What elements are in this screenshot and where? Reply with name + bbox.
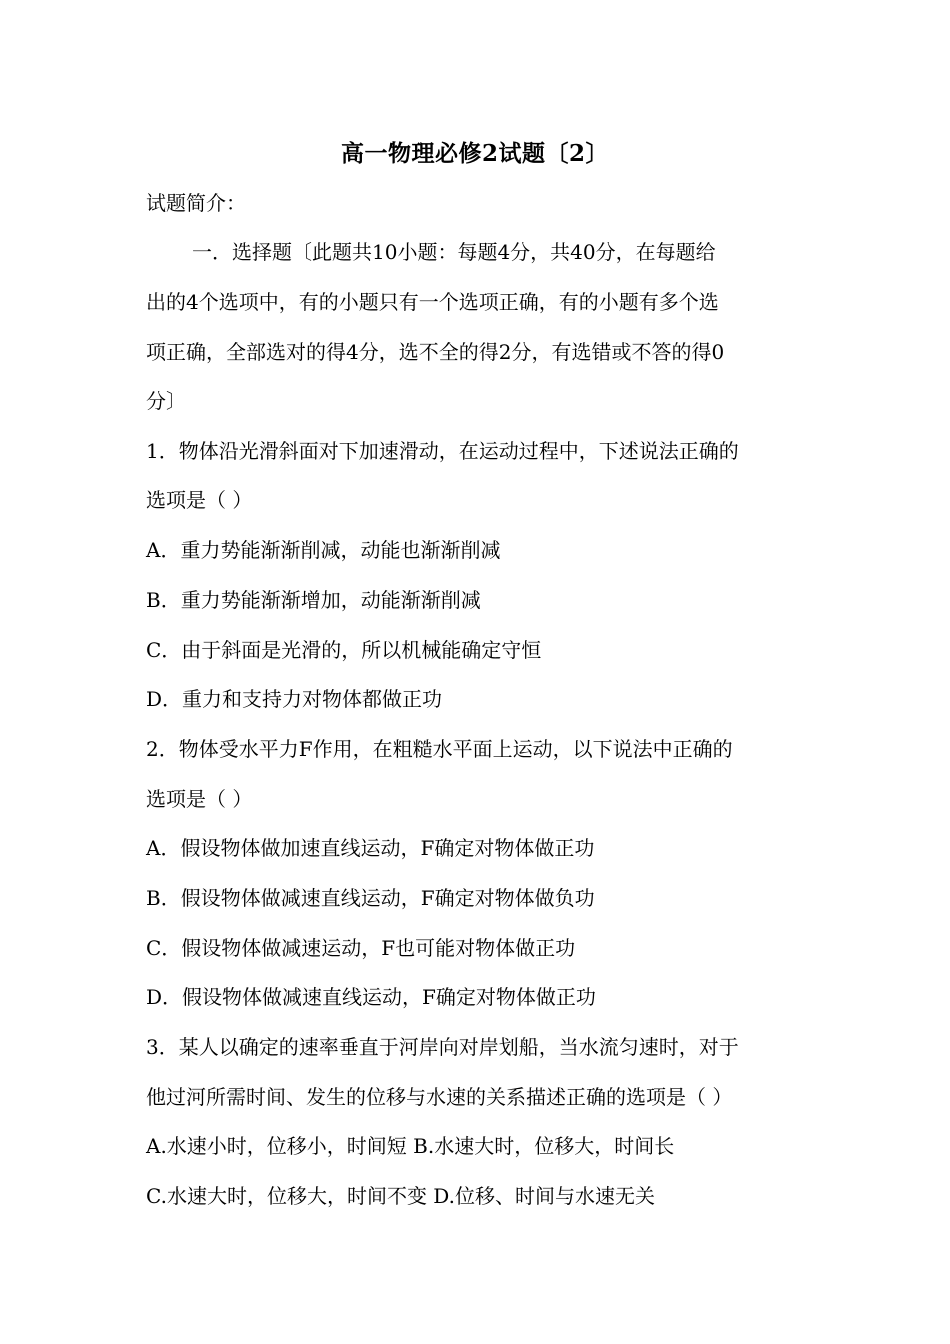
intro-heading: 试题简介：: [146, 191, 246, 215]
question-2-stem-line-2: 选项是（ ）: [146, 787, 253, 811]
section-one-line-3: 项正确，全部选对的得4分，选不全的得2分，有选错或不答的得0: [146, 340, 725, 364]
question-2-option-c: C．假设物体做减速运动，F也可能对物体做正功: [146, 936, 576, 960]
question-1-option-c: C．由于斜面是光滑的，所以机械能确定守恒: [146, 638, 542, 662]
question-2-option-a: A．假设物体做加速直线运动，F确定对物体做正功: [146, 836, 595, 860]
question-3-stem-line-2: 他过河所需时间、发生的位移与水速的关系描述正确的选项是（ ）: [146, 1085, 733, 1109]
section-one-line-4: 分〕: [146, 389, 186, 413]
question-1-option-a: A．重力势能渐渐削减，动能也渐渐削减: [146, 538, 501, 562]
question-2-option-b: B．假设物体做减速直线运动，F确定对物体做负功: [146, 886, 595, 910]
question-2-option-d: D．假设物体做减速直线运动，F确定对物体做正功: [146, 985, 596, 1009]
document-title: 高一物理必修2试题〔2〕: [340, 140, 609, 167]
question-3-options-line-2: C.水速大时，位移大，时间不变 D.位移、时间与水速无关: [146, 1184, 655, 1208]
section-one-line-2: 出的4个选项中，有的小题只有一个选项正确，有的小题有多个选: [146, 290, 719, 314]
question-1-option-d: D．重力和支持力对物体都做正功: [146, 687, 443, 711]
question-1-option-b: B．重力势能渐渐增加，动能渐渐削减: [146, 588, 481, 612]
question-1-stem-line-2: 选项是（ ）: [146, 488, 253, 512]
question-3-stem-line-1: 3．某人以确定的速率垂直于河岸向对岸划船，当水流匀速时，对于: [146, 1035, 739, 1059]
section-one-line-1: 一．选择题〔此题共10小题：每题4分，共40分，在每题给: [192, 240, 716, 264]
question-3-options-line-1: A.水速小时，位移小，时间短 B.水速大时，位移大，时间长: [146, 1134, 675, 1158]
question-1-stem-line-1: 1．物体沿光滑斜面对下加速滑动，在运动过程中，下述说法正确的: [146, 439, 739, 463]
question-2-stem-line-1: 2．物体受水平力F作用，在粗糙水平面上运动，以下说法中正确的: [146, 737, 733, 761]
